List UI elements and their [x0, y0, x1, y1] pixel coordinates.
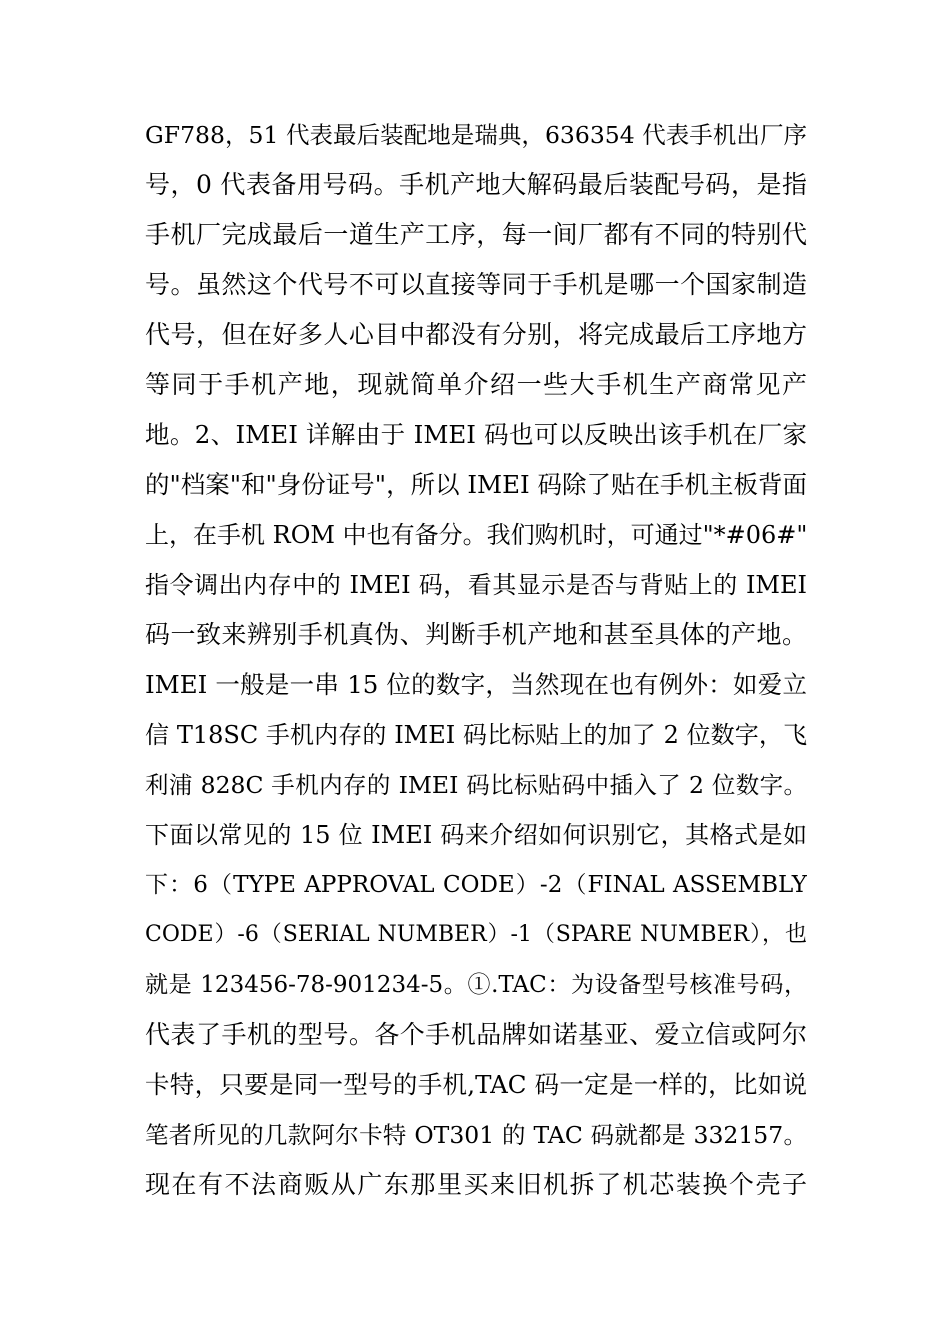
text-line: 下面以常见的 15 位 IMEI 码来介绍如何识别它，其格式是如	[145, 821, 807, 849]
text-line: 下：6（TYPE APPROVAL CODE）-2（FINAL ASSEMBLY	[145, 872, 807, 898]
text-line: 手机厂完成最后一道生产工序，每一间厂都有不同的特别代	[145, 220, 807, 249]
text-line: 等同于手机产地，现就简单介绍一些大手机生产商常见产	[145, 370, 807, 399]
text-line: GF788，51 代表最后装配地是瑞典，636354 代表手机出厂序	[145, 121, 807, 149]
text-line: IMEI 一般是一串 15 位的数字，当然现在也有例外：如爱立	[145, 670, 807, 699]
text-line: 号。虽然这个代号不可以直接等同于手机是哪一个国家制造	[145, 270, 807, 299]
text-line: 现在有不法商贩从广东那里买来旧机拆了机芯装换个壳子	[145, 1170, 807, 1199]
text-line: 信 T18SC 手机内存的 IMEI 码比标贴上的加了 2 位数字，飞	[145, 721, 807, 749]
text-line: 卡特，只要是同一型号的手机,TAC 码一定是一样的，比如说	[145, 1070, 807, 1099]
text-line: 笔者所见的几款阿尔卡特 OT301 的 TAC 码就都是 332157。	[145, 1121, 807, 1149]
text-line: 利浦 828C 手机内存的 IMEI 码比标贴码中插入了 2 位数字。	[145, 771, 807, 799]
body-paragraph	[145, 110, 807, 1210]
text-line: 码一致来辨别手机真伪、判断手机产地和甚至具体的产地。	[145, 620, 807, 649]
text-line: 代表了手机的型号。各个手机品牌如诺基亚、爱立信或阿尔	[145, 1020, 807, 1049]
text-line: 的"档案"和"身份证号"，所以 IMEI 码除了贴在手机主板背面	[145, 470, 807, 499]
text-line: 上，在手机 ROM 中也有备分。我们购机时，可通过"*#06#"	[145, 521, 807, 549]
text-line: 指令调出内存中的 IMEI 码，看其显示是否与背贴上的 IMEI	[145, 571, 807, 599]
text-line: 号，0 代表备用号码。手机产地大解码最后装配号码，是指	[145, 170, 807, 199]
text-line: 地。2、IMEI 详解由于 IMEI 码也可以反映出该手机在厂家	[145, 420, 807, 449]
text-line: 代号，但在好多人心目中都没有分别，将完成最后工序地方	[145, 320, 807, 349]
text-line: 就是 123456-78-901234-5。①.TAC：为设备型号核准号码，	[145, 972, 807, 998]
text-line: CODE）-6（SERIAL NUMBER）-1（SPARE NUMBER），也	[145, 922, 807, 947]
